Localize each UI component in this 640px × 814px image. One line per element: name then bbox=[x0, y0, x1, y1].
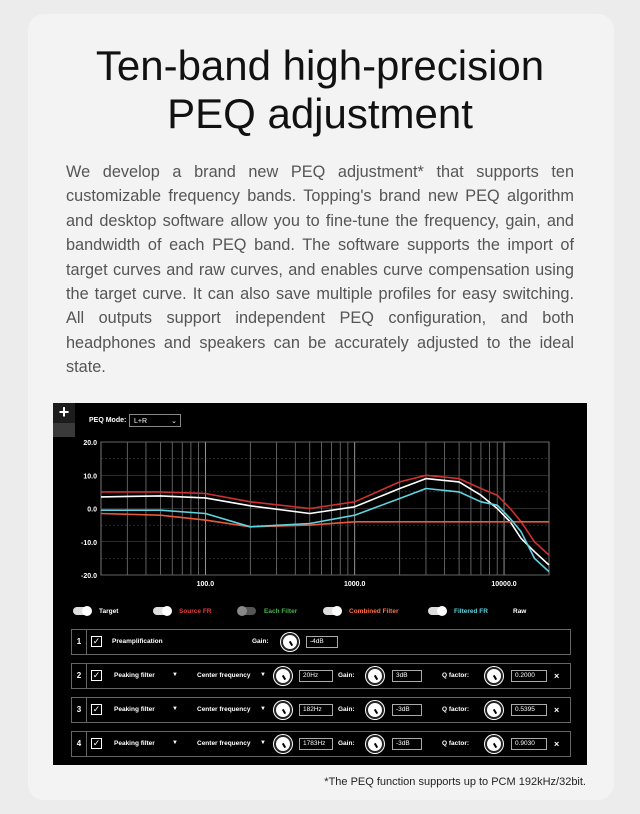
gain-field[interactable]: 3dB bbox=[392, 670, 422, 682]
frequency-field[interactable]: 1783Hz bbox=[299, 738, 333, 750]
legend-label: Source FR bbox=[179, 608, 212, 615]
remove-filter-button[interactable]: × bbox=[554, 739, 560, 749]
frequency-knob[interactable] bbox=[274, 735, 292, 753]
preamp-gain-field[interactable]: -4dB bbox=[306, 636, 338, 648]
legend-toggle[interactable] bbox=[73, 607, 91, 615]
frequency-field[interactable]: 182Hz bbox=[299, 704, 333, 716]
gain-field[interactable]: -3dB bbox=[392, 704, 422, 716]
preamp-gain-label: Gain: bbox=[252, 638, 269, 645]
caret-down-icon[interactable]: ▼ bbox=[260, 672, 266, 678]
y-tick-label: 0.0 bbox=[87, 506, 97, 514]
frequency-field[interactable]: 20Hz bbox=[299, 670, 333, 682]
preamp-row bbox=[71, 629, 571, 655]
peq-mode-label: PEQ Mode: bbox=[89, 417, 127, 424]
filter-row bbox=[71, 697, 571, 723]
legend-item bbox=[73, 606, 118, 618]
legend-label: Raw bbox=[513, 608, 527, 615]
frequency-knob[interactable] bbox=[274, 701, 292, 719]
q-factor-label: Q factor: bbox=[442, 706, 470, 713]
legend-toggle[interactable] bbox=[153, 607, 171, 615]
description-paragraph: We develop a brand new PEQ adjustment* that supports ten customizable frequency bands. Topping's brand new PEQ algorithm and desktop software allow you to fine-tune the frequency, gain, and bandwidth of each PEQ band. The software supports the import of target curves and raw curves, and enables curve compensation using the target curve. It can also save multiple profiles for easy switching. All outputs support independent PEQ configuration, and both headphones and speakers can be accurately adjusted to the ideal state. bbox=[66, 163, 574, 377]
chart-legend bbox=[73, 606, 573, 618]
q-factor-field[interactable]: 0.5395 bbox=[511, 704, 547, 716]
y-tick-label: -20.0 bbox=[81, 573, 97, 580]
legend-toggle[interactable] bbox=[238, 607, 256, 615]
legend-label: Filtered FR bbox=[454, 608, 488, 615]
filter-enable-checkbox[interactable]: ✓ bbox=[92, 704, 101, 714]
filter-enable-checkbox[interactable]: ✓ bbox=[92, 738, 101, 748]
y-tick-label: -10.0 bbox=[81, 539, 97, 547]
x-tick-label: 1000.0 bbox=[344, 581, 366, 588]
title-line-1: Ten-band high-precision bbox=[95, 42, 545, 89]
y-tick-label: 10.0 bbox=[83, 473, 97, 481]
chevron-down-icon: ⌄ bbox=[171, 418, 177, 425]
caret-down-icon[interactable]: ▼ bbox=[172, 706, 178, 712]
row-number: 3 bbox=[72, 698, 87, 722]
legend-item bbox=[428, 606, 488, 618]
q-factor-knob[interactable] bbox=[485, 701, 503, 719]
legend-item bbox=[513, 606, 526, 618]
legend-item bbox=[153, 606, 212, 618]
legend-label: Combined Filter bbox=[349, 608, 399, 615]
x-tick-label: 10000.0 bbox=[491, 581, 517, 588]
filter-type-select[interactable]: Peaking filter bbox=[114, 672, 155, 679]
peq-software-screenshot bbox=[53, 403, 587, 765]
q-factor-knob[interactable] bbox=[485, 667, 503, 685]
gain-label: Gain: bbox=[338, 706, 355, 713]
footnote: *The PEQ function supports up to PCM 192kHz/32bit. bbox=[324, 776, 586, 788]
gain-label: Gain: bbox=[338, 740, 355, 747]
q-factor-field[interactable]: 0.2000 bbox=[511, 670, 547, 682]
center-frequency-label: Center frequency bbox=[197, 706, 251, 713]
preamp-checkbox[interactable]: ✓ bbox=[92, 636, 101, 646]
legend-toggle[interactable] bbox=[428, 607, 446, 615]
legend-item bbox=[238, 606, 297, 618]
peq-mode-value: L+R bbox=[134, 418, 148, 425]
remove-filter-button[interactable]: × bbox=[554, 671, 560, 681]
q-factor-label: Q factor: bbox=[442, 672, 470, 679]
caret-down-icon[interactable]: ▼ bbox=[260, 740, 266, 746]
gain-knob[interactable] bbox=[366, 701, 384, 719]
add-profile-button[interactable]: + bbox=[53, 403, 75, 423]
q-factor-field[interactable]: 0.9030 bbox=[511, 738, 547, 750]
frequency-knob[interactable] bbox=[274, 667, 292, 685]
row-number: 2 bbox=[72, 664, 87, 688]
legend-label: Target bbox=[99, 608, 119, 615]
caret-down-icon[interactable]: ▼ bbox=[172, 740, 178, 746]
q-factor-label: Q factor: bbox=[442, 740, 470, 747]
row-number: 4 bbox=[72, 732, 87, 756]
row-number: 1 bbox=[72, 630, 87, 654]
center-frequency-label: Center frequency bbox=[197, 672, 251, 679]
title-line-2: PEQ adjustment bbox=[167, 90, 473, 137]
legend-item bbox=[323, 606, 398, 618]
preamp-gain-knob[interactable] bbox=[281, 633, 299, 651]
gain-label: Gain: bbox=[338, 672, 355, 679]
gain-knob[interactable] bbox=[366, 735, 384, 753]
page-title bbox=[0, 42, 640, 138]
center-frequency-label: Center frequency bbox=[197, 740, 251, 747]
caret-down-icon[interactable]: ▼ bbox=[172, 672, 178, 678]
filter-type-select[interactable]: Peaking filter bbox=[114, 740, 155, 747]
legend-label: Each Filter bbox=[264, 608, 298, 615]
x-tick-label: 100.0 bbox=[196, 581, 215, 588]
filter-type-select[interactable]: Peaking filter bbox=[114, 706, 155, 713]
filter-row bbox=[71, 663, 571, 689]
preamp-label: Preamplification bbox=[112, 638, 163, 645]
filter-row bbox=[71, 731, 571, 757]
axis-labels bbox=[53, 403, 587, 603]
remove-filter-button[interactable]: × bbox=[554, 705, 560, 715]
legend-toggle[interactable] bbox=[323, 607, 341, 615]
gain-field[interactable]: -3dB bbox=[392, 738, 422, 750]
caret-down-icon[interactable]: ▼ bbox=[260, 706, 266, 712]
gain-knob[interactable] bbox=[366, 667, 384, 685]
y-tick-label: 20.0 bbox=[83, 440, 97, 447]
q-factor-knob[interactable] bbox=[485, 735, 503, 753]
filter-enable-checkbox[interactable]: ✓ bbox=[92, 670, 101, 680]
